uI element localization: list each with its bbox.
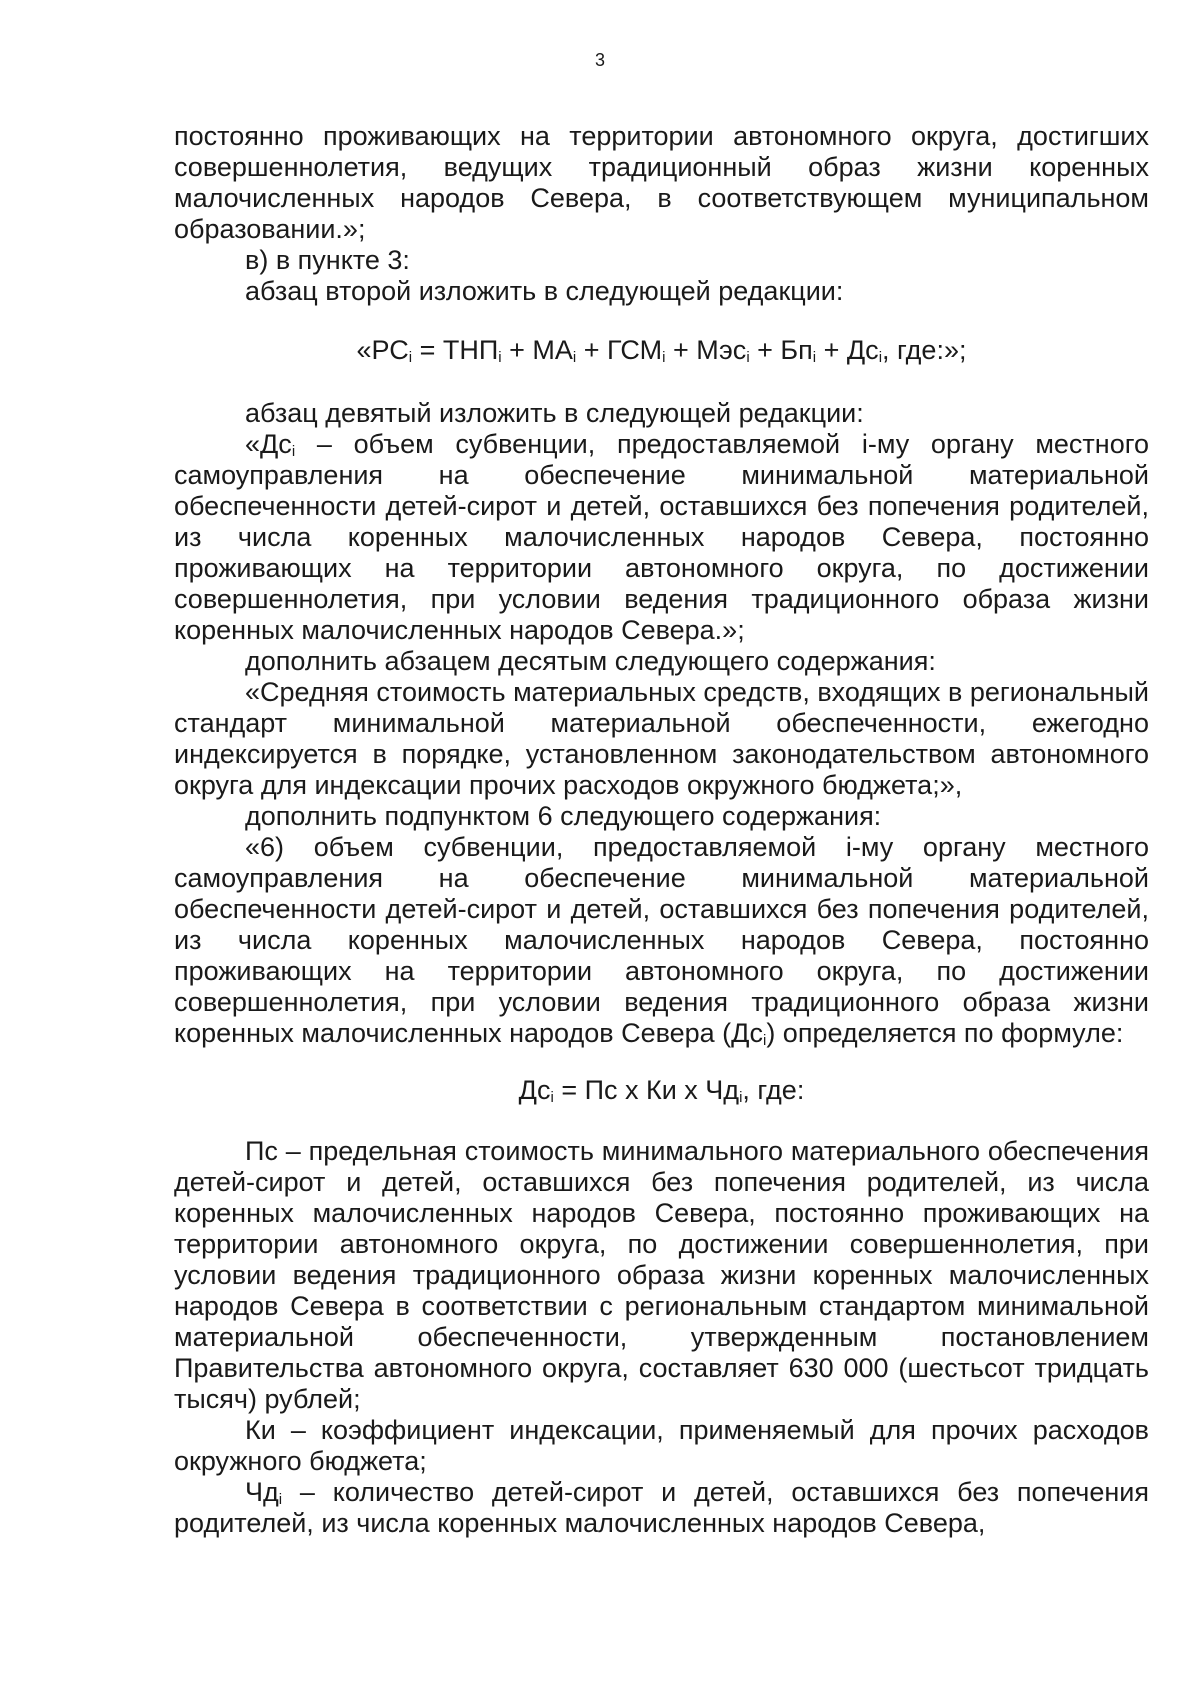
formula-subscript: i <box>662 349 666 366</box>
paragraph-instruction-ninth: абзац девятый изложить в следующей редакции: <box>245 398 864 428</box>
paragraph-subitem-6 <box>174 832 1149 1049</box>
paragraph-continuation: постоянно проживающих на территории автономного округа, достигших совершеннолетия, ведущих традиционный образ жизни коренных малочисленных народов Севера, в соответствующем муниципальном образовании.»; <box>174 121 1149 244</box>
formula-term: + ГСМ <box>576 335 663 365</box>
formula-term: «РС <box>356 335 409 365</box>
paragraph-instruction-subitem-6: дополнить подпунктом 6 следующего содержания: <box>245 801 882 831</box>
text-segment: – количество детей-сирот и детей, оставшихся без попечения родителей, из числа коренных малочисленных народов Севера, <box>174 1477 1149 1538</box>
paragraph-item-v: в) в пункте 3: <box>245 245 410 275</box>
text-subscript: i <box>278 1491 283 1508</box>
paragraph-ds-definition <box>174 429 1149 646</box>
formula-term: = ТНП <box>412 335 499 365</box>
formula-rs <box>174 335 1149 366</box>
text-segment: Чд <box>245 1477 279 1507</box>
formula-subscript: i <box>572 349 577 366</box>
formula-subscript: i <box>498 349 502 366</box>
text-segment: «Дс <box>245 429 292 459</box>
text-segment: – объем субвенции, предоставляемой i-му органу местного самоуправления на обеспечение минимальной материальной обеспеченности детей-сирот и детей, оставшихся без попечения родителей, из числа коренных малочисленных народов Севера, постоянно проживающих на территории автономного округа, по достижении совершеннолетия, при условии ведения традиционного образа жизни коренных малочисленных народов Севера.»; <box>174 429 1149 645</box>
text-segment: «6) объем субвенции, предоставляемой i-му органу местного самоуправления на обеспечение минимальной материальной обеспеченности детей-сирот и детей, оставшихся без попечения родителей, из числа коренных малочисленных народов Севера, постоянно проживающих на территории автономного округа, по достижении совершеннолетия, при условии ведения традиционного образа жизни коренных малочисленных народов Севера (Дс <box>174 832 1149 1048</box>
text-segment: ) определяется по формуле: <box>766 1018 1124 1048</box>
formula-term: Дс <box>518 1075 551 1105</box>
formula-term: + Бп <box>749 335 813 365</box>
formula-subscript: i <box>739 1089 743 1106</box>
paragraph-chd-definition <box>174 1477 1149 1539</box>
document-body <box>174 121 1149 1539</box>
paragraph-instruction-tenth: дополнить абзацем десятым следующего содержания: <box>245 646 936 676</box>
formula-subscript: i <box>878 349 883 366</box>
formula-ds <box>174 1075 1149 1106</box>
paragraph-average-cost: «Средняя стоимость материальных средств, входящих в региональный стандарт минимальной материальной обеспеченности, ежегодно индексируется в порядке, установленном законодательством автономного округа для индексации прочих расходов окружного бюджета;», <box>174 677 1149 800</box>
text-subscript: i <box>762 1032 767 1049</box>
formula-term: + Дс <box>816 335 879 365</box>
paragraph-instruction-second: абзац второй изложить в следующей редакции: <box>245 276 844 306</box>
formula-term: + МА <box>501 335 573 365</box>
text-subscript: i <box>291 443 296 460</box>
formula-subscript: i <box>812 349 817 366</box>
formula-term: , где: <box>742 1075 805 1105</box>
page-number: 3 <box>594 50 605 70</box>
paragraph-ps-definition: Пс – предельная стоимость минимального материального обеспечения детей-сирот и детей, оставшихся без попечения родителей, из числа коренных малочисленных народов Севера, постоянно проживающих на территории автономного округа, по достижении совершеннолетия, при условии ведения традиционного образа жизни коренных малочисленных народов Севера в соответствии с региональным стандартом минимальной материальной обеспеченности, утвержденным постановлением Правительства автономного округа, составляет 630 000 (шестьсот тридцать тысяч) рублей; <box>174 1136 1149 1414</box>
formula-subscript: i <box>746 349 750 366</box>
formula-subscript: i <box>550 1089 554 1106</box>
formula-term: , где:»; <box>882 335 967 365</box>
formula-term: + Мэс <box>665 335 747 365</box>
formula-subscript: i <box>408 349 413 366</box>
paragraph-ki-definition: Ки – коэффициент индексации, применяемый для прочих расходов окружного бюджета; <box>174 1415 1149 1476</box>
formula-term: = Пс х Ки х Чд <box>553 1075 740 1105</box>
